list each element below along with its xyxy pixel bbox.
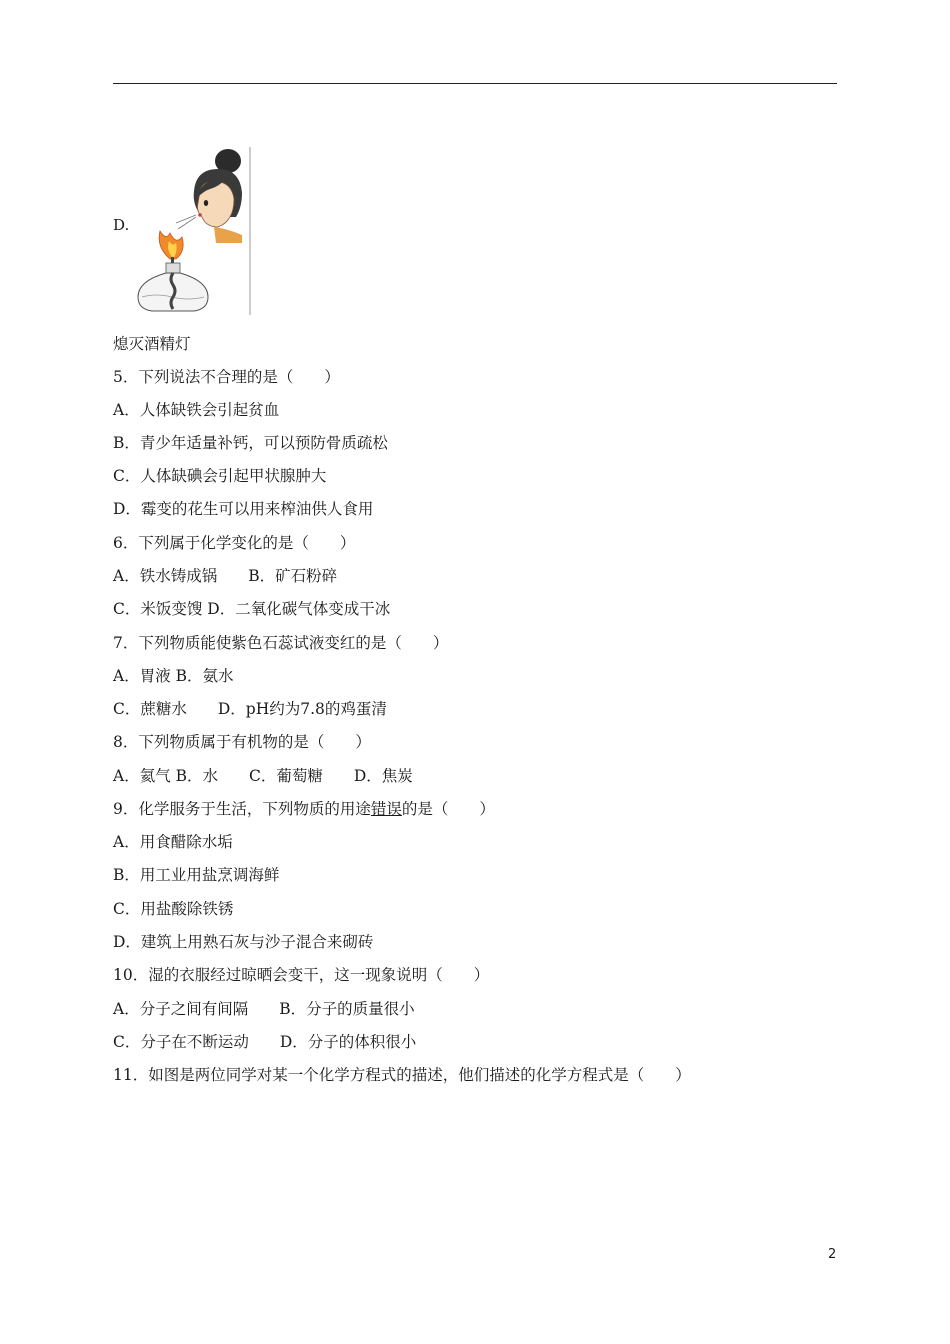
question-7-options-cd: C．蔗糖水 D．pH约为7.8的鸡蛋清	[113, 700, 387, 718]
extinguish-alcohol-lamp-figure	[136, 147, 252, 315]
question-10-options-cd: C．分子在不断运动 D．分子的体积很小	[113, 1033, 417, 1051]
question-10-stem: 10．湿的衣服经过晾晒会变干，这一现象说明（ ）	[113, 966, 490, 984]
question-5-option-c: C．人体缺碘会引起甲状腺肿大	[113, 467, 327, 485]
question-10-options-ab: A．分子之间有间隔 B．分子的质量很小	[113, 1000, 415, 1018]
question-7-stem: 7．下列物质能使紫色石蕊试液变红的是（ ）	[113, 634, 449, 652]
question-6-options-cd: C．米饭变馊 D．二氧化碳气体变成干冰	[113, 600, 391, 618]
question-9-option-b: B．用工业用盐烹调海鲜	[113, 866, 280, 884]
question-9-stem-after: 的是（ ）	[401, 800, 495, 818]
question-9-option-d: D．建筑上用熟石灰与沙子混合来砌砖	[113, 933, 374, 951]
question-9-stem-before: 9．化学服务于生活，下列物质的用途	[113, 800, 371, 818]
question-6-options-ab: A．铁水铸成锅 B．矿石粉碎	[113, 567, 338, 585]
alcohol-lamp-illustration	[136, 147, 252, 315]
question-9-stem	[113, 799, 495, 819]
question-11-stem: 11．如图是两位同学对某一个化学方程式的描述，他们描述的化学方程式是（ ）	[113, 1066, 691, 1084]
question-8-stem: 8．下列物质属于有机物的是（ ）	[113, 733, 371, 751]
question-5-option-a: A．人体缺铁会引起贫血	[113, 401, 280, 419]
question-5-option-d: D．霉变的花生可以用来榨油供人食用	[113, 500, 374, 518]
question-9-option-c: C．用盐酸除铁锈	[113, 900, 234, 918]
question-5-option-b: B．青少年适量补钙，可以预防骨质疏松	[113, 434, 388, 452]
figure-caption: 熄灭酒精灯	[113, 335, 191, 353]
question-6-stem: 6．下列属于化学变化的是（ ）	[113, 534, 356, 552]
question-7-options-ab: A．胃液 B．氨水	[113, 667, 234, 685]
page-number: 2	[828, 1247, 837, 1262]
option-d-label: D.	[113, 216, 130, 234]
question-5-stem: 5．下列说法不合理的是（ ）	[113, 368, 340, 386]
header-rule	[113, 83, 837, 84]
question-8-options: A．氦气 B．水 C．葡萄糖 D．焦炭	[113, 767, 413, 785]
question-9-stem-underlined: 错误	[370, 800, 402, 818]
question-9-option-a: A．用食醋除水垢	[113, 833, 233, 851]
